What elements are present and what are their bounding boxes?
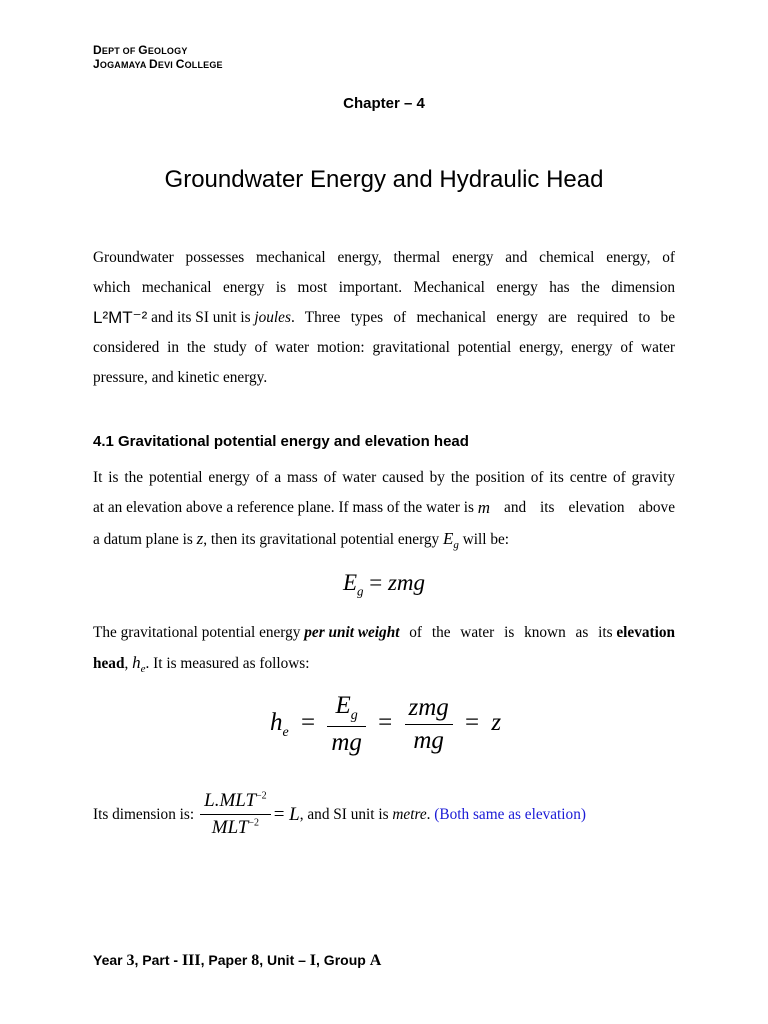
elevation-note: (Both same as elevation): [434, 805, 586, 823]
dimension-fraction: $\frac{L.MLT^{-2}}{MLT^{-2}}$: [200, 790, 271, 839]
footer: Year 3, Part - III, Paper 8, Unit – I, Group A: [93, 952, 382, 969]
fraction-zmg-over-mg: $\frac{\text{zmg}}{mg}$: [405, 694, 453, 755]
intro-line-5: pressure, and kinetic energy.: [93, 369, 268, 386]
dimension-line: Its dimension is: $\frac{L.MLT^{-2}}{MLT^{-2}}$ = L , and SI unit is metre . (Both same as elevation): [93, 790, 586, 838]
unit-joules: joules: [254, 309, 291, 326]
section-heading: 4.1 Gravitational potential energy and elevation head: [93, 433, 469, 450]
intro-paragraph: [93, 243, 675, 393]
mass-symbol: m: [477, 498, 491, 517]
header-college: JOGAMAYA DEVI COLLEGE: [93, 57, 223, 71]
section-paragraph-2: The gravitational potential energy per unit weight of the water is known as its elevation head, $h_e$. It is measured as follows:: [93, 624, 675, 676]
equation-elevation-head: $h_e$ = $\frac{E_g}{mg}$ = $\frac{\text{zmg}}{mg}$ = z: [270, 692, 502, 756]
intro-line-2: which mechanical energy is most important. Mechanical energy has the dimension: [93, 279, 675, 296]
page-title: Groundwater Energy and Hydraulic Head: [164, 166, 604, 193]
dimension-formula: L²MT⁻²: [93, 308, 148, 327]
intro-line-3: L²MT⁻² and its SI unit is joules . Three types of mechanical energy are required to be: [93, 303, 675, 333]
equation-potential-energy: $E_g$ = zmg: [342, 570, 426, 599]
per-unit-weight: per unit weight: [304, 624, 400, 641]
header-dept: DEPT OF GEOLOGY: [93, 43, 188, 57]
intro-line-1: Groundwater possesses mechanical energy, thermal energy and chemical energy, of: [93, 249, 675, 266]
chapter-label: Chapter – 4: [343, 95, 425, 112]
section-paragraph-1: It is the potential energy of a mass of water caused by the position of its centre of gravity at an elevation above a reference plane. If mass of the water is m and its elevation above a datum plane is z, then its gravitational potential energy $E_g$ will be:: [93, 469, 675, 552]
fraction-eg-over-mg: $\frac{E_g}{mg}$: [327, 692, 366, 757]
intro-line-4: considered in the study of water motion: gravitational potential energy, energy of water: [93, 339, 675, 356]
